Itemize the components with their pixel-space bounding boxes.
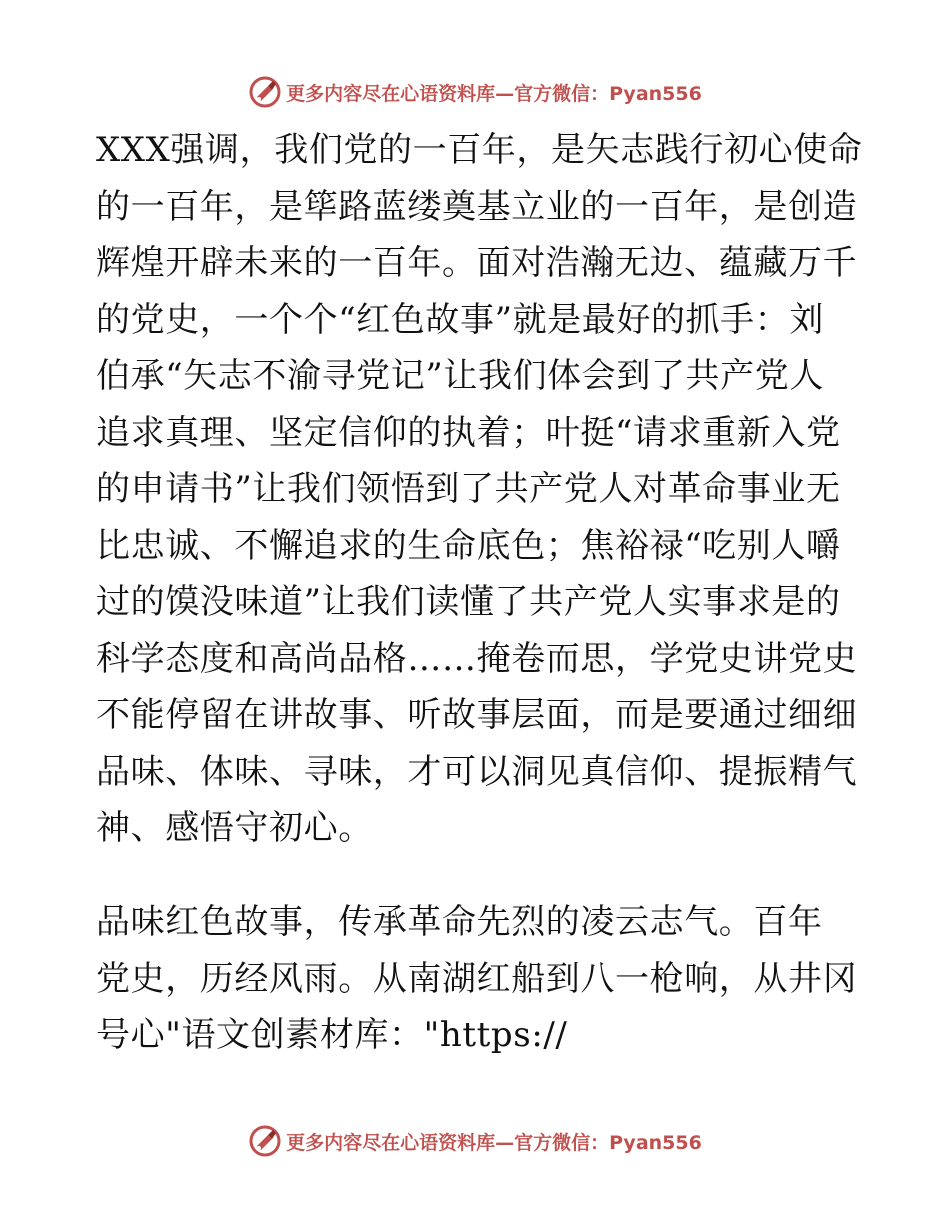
paragraph-line: 党史，历经风雨。从南湖红船到八一枪响，从井冈 — [96, 958, 858, 999]
paragraph-line: 神、感悟守初心。 — [96, 808, 373, 848]
paragraph-2 — [96, 894, 856, 1064]
paragraph-line: 不能停留在讲故事、听故事层面，而是要通过细细 — [96, 695, 858, 735]
footer-banner-text: 更多内容尽在心语资料库—官方微信：Pyan556 — [286, 1131, 702, 1154]
header-banner — [0, 72, 950, 112]
header-banner-text: 更多内容尽在心语资料库—官方微信：Pyan556 — [286, 82, 702, 105]
logo-icon — [248, 1124, 282, 1158]
paragraph-line: 伯承“矢志不渝寻党记”让我们体会到了共产党人 — [96, 356, 824, 396]
paragraph-line: 品味、体味、寻味，才可以洞见真信仰、提振精气 — [96, 751, 858, 792]
paragraph-line: 号心"语文创素材库："https:// — [96, 1015, 568, 1055]
paragraph-line: 品味红色故事，传承革命先烈的凌云志气。百年 — [96, 902, 823, 942]
paragraph-line: XXX强调，我们党的一百年，是矢志践行初心使命 — [96, 130, 863, 170]
logo-icon — [248, 75, 282, 109]
paragraph-1 — [96, 122, 863, 857]
paragraph-line: 追求真理、坚定信仰的执着；叶挺“请求重新入党 — [96, 412, 841, 453]
paragraph-line: 的一百年，是筚路蓝缕奠基立业的一百年，是创造 — [96, 186, 858, 227]
paragraph-line: 的党史，一个个“红色故事”就是最好的抓手：刘 — [96, 299, 824, 340]
paragraph-line: 的申请书”让我们领悟到了共产党人对革命事业无 — [96, 469, 841, 509]
paragraph-line: 比忠诚、不懈追求的生命底色；焦裕禄“吃别人嚼 — [96, 525, 841, 566]
footer-banner — [0, 1121, 950, 1161]
paragraph-line: 过的馍没味道”让我们读懂了共产党人实事求是的 — [96, 582, 841, 622]
paragraph-line: 科学态度和高尚品格……掩卷而思，学党史讲党史 — [96, 638, 858, 679]
paragraph-line: 辉煌开辟未来的一百年。面对浩瀚无边、蕴藏万千 — [96, 243, 858, 283]
